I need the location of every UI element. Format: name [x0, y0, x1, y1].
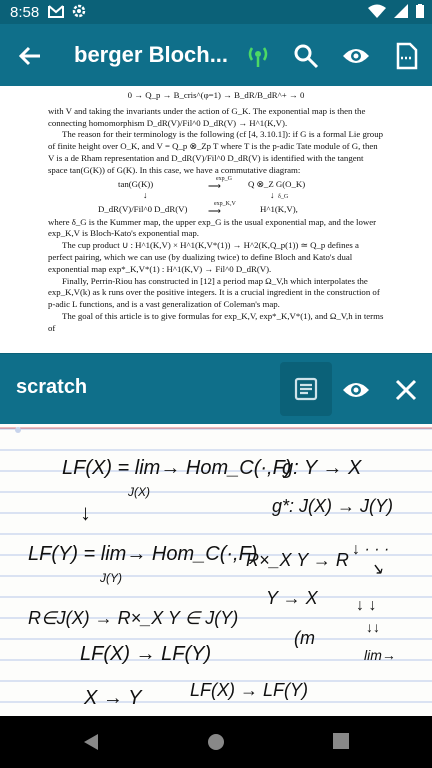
doc-paragraph: The reason for their terminology is the following (cf [4, 3.10.1]): if G is a formal Lie group of finite height over O_K, and V = Q_p ⊗_Zp T where T is the p-adic Tate module of G, then V is a de Rham representation and D_dR(V)/Fil^0 D_dR(V) is identified with the tangent space tan(G(K)) of G(K). In this case, we have a commutative diagram:	[48, 129, 384, 175]
scratch-label: scratch	[16, 376, 88, 398]
note-line: lim→	[364, 647, 396, 663]
note-line: LF(X) → LF(Y)	[80, 643, 212, 665]
pdf-page	[48, 86, 384, 353]
note-marker	[15, 427, 21, 433]
nav-home-icon[interactable]	[206, 732, 226, 752]
diagram-top-left: tan(G(K))	[118, 178, 154, 189]
diagram-bottom-arrow-label: exp_K,V	[214, 200, 236, 207]
note-line: R∈J(X) → R×_X Y ∈ J(Y)	[28, 608, 239, 628]
scratch-toolbar	[0, 354, 432, 424]
document-scan-icon[interactable]	[392, 42, 420, 70]
diagram-top-right: Q ⊗_Z G(O_K)	[248, 178, 306, 189]
back-arrow-icon[interactable]	[16, 42, 44, 70]
commutative-diagram: tan(G(K)) exp_G ⟶ Q ⊗_Z G(O_K) ↓ ↓ δ_G D_dR(V)/Fil^0 D_dR(V) exp_K,V ⟶ H^1(K,V),	[98, 175, 306, 216]
system-navigation-bar	[0, 716, 432, 768]
note-line: (m	[294, 628, 315, 648]
text-to-speech-icon[interactable]	[244, 42, 272, 70]
svg-text:↓ · · ·: ↓ · · ·	[352, 541, 390, 558]
notepad-canvas[interactable]	[0, 424, 432, 716]
diagram-top-arrow-label: exp_G	[216, 175, 232, 182]
status-time: 8:58	[10, 4, 40, 21]
nav-recents-icon[interactable]	[332, 732, 350, 750]
signal-icon	[394, 4, 408, 18]
settings-gear-icon	[72, 4, 86, 18]
doc-paragraph: Finally, Perrin-Riou has constructed in [12] a period map Ω_V,h which interpolates the exp_K,V(k) as k runs over the positive integers. It is a crucial ingredient in the construction of p-adic L functions, and is a vast generalization of Coleman's map.	[48, 275, 380, 310]
diagram-mid-right: δ_G	[278, 193, 289, 200]
document-title: berger Bloch...	[74, 42, 229, 67]
svg-text:↘: ↘	[370, 561, 384, 578]
note-line: X → Y	[84, 687, 142, 709]
app-bar	[0, 24, 432, 86]
svg-text:↓ ↓: ↓ ↓	[356, 597, 377, 614]
note-line: LF(Y) = lim→ Hom_C(·,F)	[28, 543, 258, 565]
note-line: R×_X Y → R	[246, 550, 349, 570]
note-line: g: Y → X	[282, 457, 362, 479]
doc-paragraph: The cup product ∪ : H^1(K,V) × H^1(K,V*(1)) → H^2(K,Q_p(1)) ≃ Q_p defines a perfect pairing, which we can use (by dualizing twice) to define Bloch and Kato's dual exponential map exp*_K,V*(1) : H^1(K,V) → Fil^0 D_dR(V).	[48, 240, 359, 274]
note-line: LF(X) = lim→ Hom_C(·,F)	[62, 457, 292, 479]
doc-line-top: 0 → Q_p → B_cris^(φ=1) → B_dR/B_dR^+ → 0	[127, 90, 305, 100]
svg-text:↓↓: ↓↓	[366, 619, 380, 635]
close-icon[interactable]	[394, 378, 418, 402]
note-line: LF(X) → LF(Y)	[190, 680, 309, 700]
nav-back-icon[interactable]	[82, 732, 100, 752]
status-bar	[0, 0, 432, 24]
scratch-notepad[interactable]	[0, 424, 432, 716]
eye-icon[interactable]	[342, 42, 370, 70]
doc-paragraph: where δ_G is the Kummer map, the upper exp_G is the usual exponential map, and the lower exp_K,V is Bloch-Kato's exponential map.	[48, 216, 377, 239]
note-line: g*: J(X) → J(Y)	[272, 496, 394, 516]
search-icon[interactable]	[292, 42, 320, 70]
doc-paragraph: The goal of this article is to give formulas for exp_K,V, exp*_K,V*(1), and Ω_V,h in terms of	[48, 310, 384, 333]
notes-icon	[294, 377, 318, 401]
eye-icon[interactable]	[342, 376, 370, 404]
diagram-bottom-left: D_dR(V)/Fil^0 D_dR(V)	[98, 203, 188, 214]
note-subscript: J(Y)	[100, 571, 122, 585]
diagram-bottom-right: H^1(K,V),	[260, 203, 298, 214]
doc-paragraph: with V and taking the invariants under the action of G_K. The exponential map is then the connecting homomorphism D_dR(V)/Fil^0 D_dR(V) → H^1(K,V).	[48, 105, 366, 128]
gmail-icon	[48, 4, 64, 18]
svg-text:↓: ↓	[80, 500, 91, 525]
note-line: Y → X	[266, 588, 318, 608]
wifi-icon	[368, 4, 386, 18]
notes-button[interactable]	[280, 362, 332, 416]
battery-icon	[416, 4, 424, 18]
pdf-viewer[interactable]	[0, 86, 432, 353]
note-subscript: J(X)	[128, 485, 150, 499]
